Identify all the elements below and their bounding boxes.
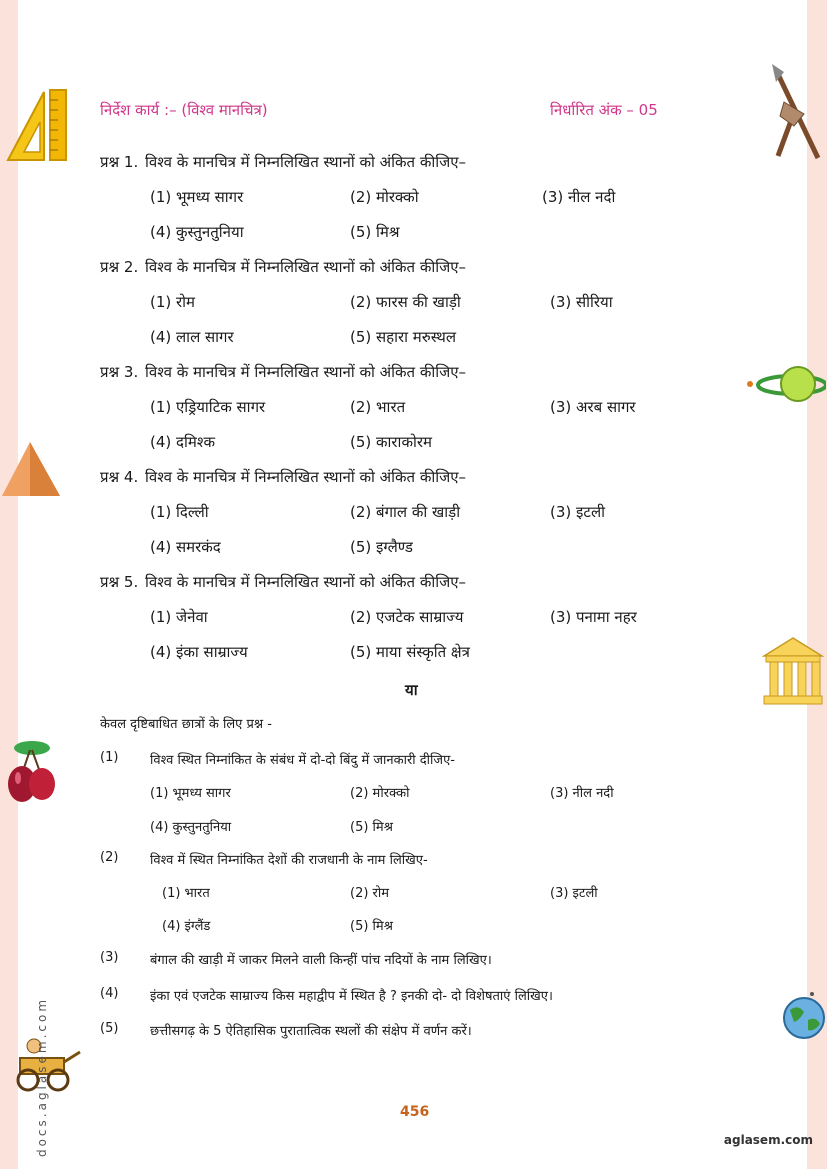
q2-option-3: (3) सीरिया [550,293,613,311]
question-2 [100,257,466,277]
q5-option-2: (2) एजटेक साम्राज्य [350,608,464,626]
special-q1-text: विश्व स्थित निम्नांकित के संबंध में दो-दो बिंदु में जानकारी दीजिए- [150,753,455,768]
question-2-prefix: प्रश्न 2. [100,258,139,276]
pyramid-icon [0,440,62,498]
q4-option-4: (4) समरकंद [150,538,221,556]
special-q4-number: (4) [100,986,119,1001]
question-4-text: विश्व के मानचित्र में निम्नलिखित स्थानों को अंकित कीजिए– [145,468,467,486]
globe-icon [780,990,826,1042]
q4-option-3: (3) इटली [550,503,605,521]
special-q2-option-3: (3) इटली [550,886,598,901]
question-5 [100,572,466,592]
question-1-prefix: प्रश्न 1. [100,153,139,171]
q3-option-2: (2) भारत [350,398,406,416]
q3-option-4: (4) दमिश्क [150,433,215,451]
q1-option-2: (2) मोरक्को [350,188,419,206]
question-3 [100,362,466,382]
special-q2-number: (2) [100,850,119,865]
or-separator: या [405,681,418,699]
special-q1-option-2: (2) मोरक्को [350,786,410,801]
question-4 [100,467,466,487]
footer-site-name: aglasem.com [723,1133,813,1147]
q1-option-4: (4) कुस्तुनतुनिया [150,223,244,241]
q4-option-1: (1) दिल्ली [150,503,209,521]
q2-option-4: (4) लाल सागर [150,328,234,346]
special-q1-number: (1) [100,750,119,765]
q2-option-1: (1) रोम [150,293,196,311]
special-q1-option-1: (1) भूमध्य सागर [150,786,231,801]
special-q4-text: इंका एवं एजटेक साम्राज्य किस महाद्वीप में स्थित है ? इनकी दो- दो विशेषताएं लिखिए। [150,989,553,1004]
planet-icon [746,360,826,410]
question-3-text: विश्व के मानचित्र में निम्नलिखित स्थानों को अंकित कीजिए– [145,363,467,381]
special-q5-number: (5) [100,1021,119,1036]
special-q3-number: (3) [100,950,119,965]
q1-option-3: (3) नील नदी [542,188,616,206]
special-q2-option-5: (5) मिश्र [350,919,393,934]
q3-option-3: (3) अरब सागर [550,398,636,416]
ruler-set-square-icon [4,88,72,164]
q3-option-5: (5) काराकोरम [350,433,432,451]
temple-icon [762,636,824,706]
question-5-text: विश्व के मानचित्र में निम्नलिखित स्थानों को अंकित कीजिए– [145,573,467,591]
berries-icon [2,738,60,808]
special-q1-option-4: (4) कुस्तुनतुनिया [150,820,232,835]
side-watermark: docs.aglasem.com [35,996,50,1158]
question-3-prefix: प्रश्न 3. [100,363,139,381]
question-2-text: विश्व के मानचित्र में निम्नलिखित स्थानों को अंकित कीजिए– [145,258,467,276]
special-q1-option-3: (3) नील नदी [550,786,614,801]
question-5-prefix: प्रश्न 5. [100,573,139,591]
question-1-text: विश्व के मानचित्र में निम्नलिखित स्थानों को अंकित कीजिए– [145,153,467,171]
task-title: निर्देश कार्य :– (विश्व मानचित्र) [100,101,268,119]
q5-option-1: (1) जेनेवा [150,608,208,626]
q5-option-4: (4) इंका साम्राज्य [150,643,248,661]
special-q2-option-2: (2) रोम [350,886,390,901]
q2-option-5: (5) सहारा मरुस्थल [350,328,457,346]
special-q3-text: बंगाल की खाड़ी में जाकर मिलने वाली किन्हीं पांच नदियों के नाम लिखिए। [150,953,492,968]
q5-option-5: (5) माया संस्कृति क्षेत्र [350,643,470,661]
q4-option-5: (5) इग्लैण्ड [350,538,413,556]
stone-tools-icon [766,62,826,162]
q3-option-1: (1) एड्रियाटिक सागर [150,398,266,416]
special-q5-text: छत्तीसगढ़ के 5 ऐतिहासिक पुरातात्विक स्थलों की संक्षेप में वर्णन करें। [150,1024,472,1039]
special-q2-option-4: (4) इंग्लैंड [162,919,211,934]
special-q1-option-5: (5) मिश्र [350,820,393,835]
special-q2-text: विश्व में स्थित निम्नांकित देशों की राजधानी के नाम लिखिए- [150,853,428,868]
q2-option-2: (2) फारस की खाड़ी [350,293,461,311]
q1-option-1: (1) भूमध्य सागर [150,188,244,206]
allotted-marks: निर्धारित अंक – 05 [550,101,658,119]
question-1 [100,152,466,172]
special-q2-option-1: (1) भारत [162,886,210,901]
special-section-heading: केवल दृष्टिबाधित छात्रों के लिए प्रश्न - [100,717,272,732]
page-number: 456 [400,1104,430,1120]
q5-option-3: (3) पनामा नहर [550,608,637,626]
q4-option-2: (2) बंगाल की खाड़ी [350,503,461,521]
q1-option-5: (5) मिश्र [350,223,400,241]
question-4-prefix: प्रश्न 4. [100,468,139,486]
